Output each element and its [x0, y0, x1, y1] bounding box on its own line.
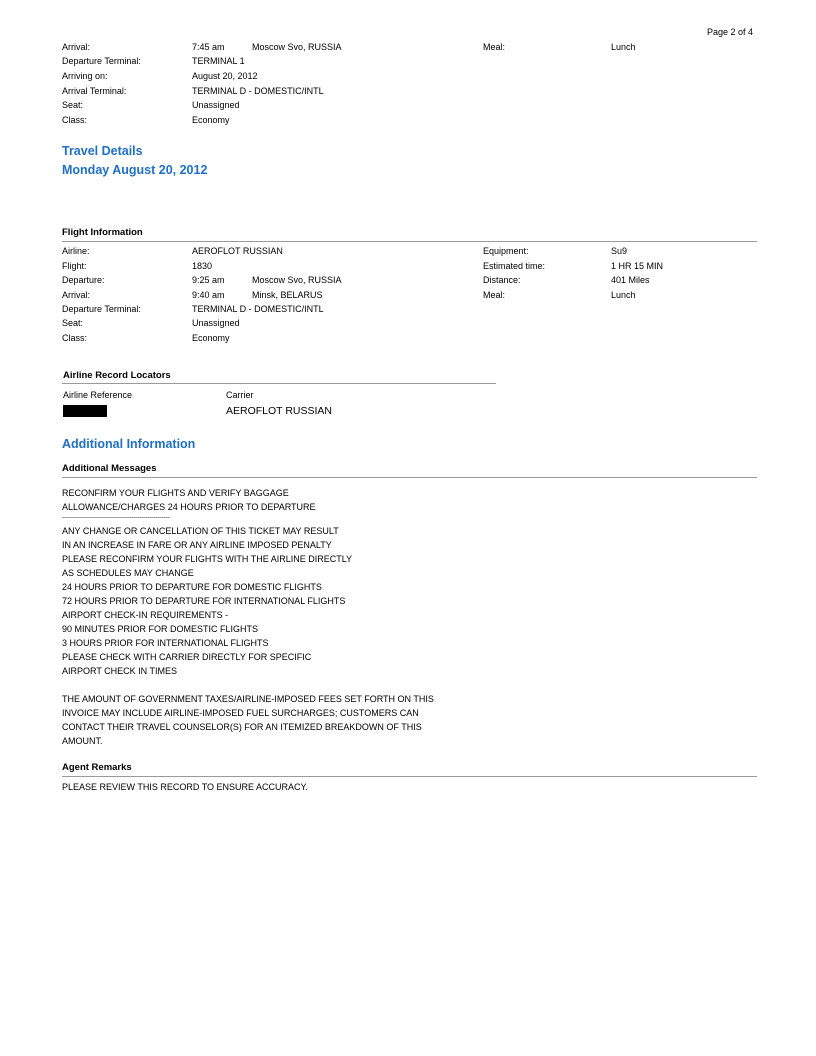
agent-remarks-text: PLEASE REVIEW THIS RECORD TO ENSURE ACCURACY. — [62, 782, 308, 792]
airline-label: Airline: — [62, 246, 90, 256]
flight-value: 1830 — [192, 261, 213, 271]
carrier-header: Carrier — [226, 390, 254, 400]
arrival-label: Arrival: — [62, 290, 91, 300]
record-locators-rule — [62, 383, 496, 384]
prev-arr-terminal-value: TERMINAL D - DOMESTIC/INTL — [192, 86, 324, 96]
message-line: AIRPORT CHECK-IN REQUIREMENTS - — [62, 610, 229, 620]
prev-seat-label: Seat: — [62, 100, 84, 110]
arrival-city: Minsk, BELARUS — [252, 290, 323, 300]
prev-arrival-time: 7:45 am — [192, 42, 225, 52]
page-number: Page 2 of 4 — [707, 27, 754, 37]
message-line: AS SCHEDULES MAY CHANGE — [62, 568, 194, 578]
equipment-value: Su9 — [611, 246, 628, 256]
travel-details-title: Travel Details — [62, 144, 143, 158]
flight-label: Flight: — [62, 261, 87, 271]
prev-meal-label: Meal: — [483, 42, 506, 52]
tax-note-line: THE AMOUNT OF GOVERNMENT TAXES/AIRLINE-IMPOSED FEES SET FORTH ON THIS — [62, 694, 434, 704]
message-separator: ------------------------------------------------------ — [62, 515, 170, 521]
class-label: Class: — [62, 333, 88, 343]
prev-arriving-on-label: Arriving on: — [62, 71, 108, 81]
airline-value: AEROFLOT RUSSIAN — [192, 246, 283, 256]
departure-label: Departure: — [62, 275, 105, 285]
seat-value: Unassigned — [192, 318, 240, 328]
prev-arr-terminal-label: Arrival Terminal: — [62, 86, 127, 96]
prev-dep-terminal-value: TERMINAL 1 — [192, 56, 245, 66]
meal-label: Meal: — [483, 290, 506, 300]
departure-city: Moscow Svo, RUSSIA — [252, 275, 342, 285]
dep-terminal-value: TERMINAL D - DOMESTIC/INTL — [192, 304, 324, 314]
additional-info-title: Additional Information — [62, 437, 196, 451]
arrival-time: 9:40 am — [192, 290, 225, 300]
message-line: PLEASE RECONFIRM YOUR FLIGHTS WITH THE AIRLINE DIRECTLY — [62, 554, 353, 564]
tax-note-line: CONTACT THEIR TRAVEL COUNSELOR(S) FOR AN ITEMIZED BREAKDOWN OF THIS — [62, 722, 422, 732]
prev-dep-terminal-label: Departure Terminal: — [62, 56, 141, 66]
flight-info-rule — [62, 241, 757, 242]
message-line: 90 MINUTES PRIOR FOR DOMESTIC FLIGHTS — [62, 624, 259, 634]
additional-messages-title: Additional Messages — [62, 463, 157, 474]
prev-seat-value: Unassigned — [192, 100, 240, 110]
seat-label: Seat: — [62, 318, 84, 328]
redacted-reference — [63, 405, 107, 417]
prev-arrival-city: Moscow Svo, RUSSIA — [252, 42, 342, 52]
equipment-label: Equipment: — [483, 246, 529, 256]
message-line: PLEASE CHECK WITH CARRIER DIRECTLY FOR SPECIFIC — [62, 652, 312, 662]
additional-messages-rule — [62, 477, 757, 478]
message-line: ALLOWANCE/CHARGES 24 HOURS PRIOR TO DEPARTURE — [62, 502, 316, 512]
dep-terminal-label: Departure Terminal: — [62, 304, 141, 314]
tax-note-line: INVOICE MAY INCLUDE AIRLINE-IMPOSED FUEL SURCHARGES; CUSTOMERS CAN — [62, 708, 419, 718]
travel-details-date: Monday August 20, 2012 — [62, 163, 208, 177]
flight-info-title: Flight Information — [62, 227, 143, 238]
prev-arrival-label: Arrival: — [62, 42, 91, 52]
message-line: ANY CHANGE OR CANCELLATION OF THIS TICKET MAY RESULT — [62, 526, 339, 536]
message-line: AIRPORT CHECK IN TIMES — [62, 666, 178, 676]
class-value: Economy — [192, 333, 230, 343]
airline-reference-header: Airline Reference — [63, 390, 133, 400]
prev-arriving-on-value: August 20, 2012 — [192, 71, 258, 81]
record-locators-title: Airline Record Locators — [63, 370, 171, 381]
est-time-value: 1 HR 15 MIN — [611, 261, 664, 271]
message-line: 3 HOURS PRIOR FOR INTERNATIONAL FLIGHTS — [62, 638, 269, 648]
prev-class-label: Class: — [62, 115, 88, 125]
distance-label: Distance: — [483, 275, 521, 285]
message-line: IN AN INCREASE IN FARE OR ANY AIRLINE IMPOSED PENALTY — [62, 540, 332, 550]
meal-value: Lunch — [611, 290, 636, 300]
agent-remarks-rule — [62, 776, 757, 777]
message-line: RECONFIRM YOUR FLIGHTS AND VERIFY BAGGAGE — [62, 488, 289, 498]
distance-value: 401 Miles — [611, 275, 650, 285]
est-time-label: Estimated time: — [483, 261, 546, 271]
prev-class-value: Economy — [192, 115, 230, 125]
message-line: 24 HOURS PRIOR TO DEPARTURE FOR DOMESTIC FLIGHTS — [62, 582, 322, 592]
message-line: 72 HOURS PRIOR TO DEPARTURE FOR INTERNATIONAL FLIGHTS — [62, 596, 346, 606]
carrier-value: AEROFLOT RUSSIAN — [226, 405, 332, 417]
tax-note-line: AMOUNT. — [62, 736, 103, 746]
agent-remarks-title: Agent Remarks — [62, 762, 132, 773]
prev-meal-value: Lunch — [611, 42, 636, 52]
departure-time: 9:25 am — [192, 275, 225, 285]
